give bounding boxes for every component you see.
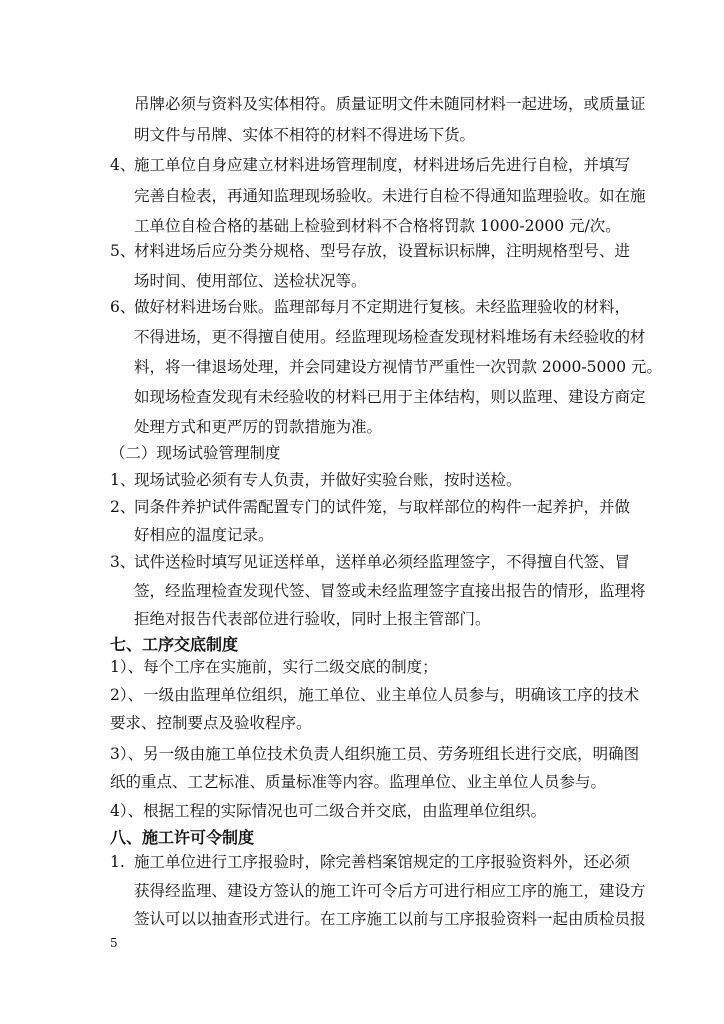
text-line [110, 771, 606, 793]
line-text: 施工单位自身应建立材料进场管理制度，材料进场后先进行自检，并填写 [134, 156, 631, 174]
line-text: 八、施工许可令制度 [110, 828, 255, 847]
line-text: 4）、根据工程的实际情况也可二级合并交底，由监理单位组织。 [110, 802, 547, 820]
text-line [134, 416, 382, 438]
text-line [110, 712, 312, 734]
item-number: 4、 [110, 156, 136, 174]
text-line [110, 296, 630, 318]
line-text: 试件送检时填写见证送样单，送样单必须经监理签字，不得擅自代签、冒 [134, 553, 631, 571]
line-text: 3）、另一级由施工单位技术负责人组织施工员、劳务班组长进行交底，明确图 [110, 745, 640, 763]
section-heading [110, 827, 254, 849]
text-line [134, 880, 646, 902]
line-text: 如现场检查发现有未经验收的材料已用于主体结构，则以监理、建设方商定 [134, 388, 646, 406]
line-text: 要求、控制要点及验收程序。 [110, 714, 312, 732]
text-line [110, 154, 630, 176]
item-number: 6、 [110, 298, 136, 316]
line-text: 完善自检表，再通知监理现场验收。未进行自检不得通知监理验收。如在施 [134, 187, 646, 205]
text-line [110, 240, 630, 262]
text-line [134, 326, 646, 348]
line-text: （二）现场试验管理制度 [110, 444, 281, 462]
text-line [110, 469, 522, 491]
text-line [134, 608, 491, 630]
line-text: 同条件养护试件需配置专门的试件笼，与取样部位的构件一起养护，并做 [134, 498, 631, 516]
line-text: 签，经监理检查发现代签、冒签或未经监理签字直接出报告的情形，监理将 [134, 582, 646, 600]
text-line [110, 496, 630, 518]
text-line [110, 442, 281, 464]
text-line [134, 386, 646, 408]
text-line [110, 800, 546, 822]
text-line [110, 851, 630, 873]
line-text: 签认可以以抽查形式进行。在工序施工以前与工序报验资料一起由质检员报 [134, 910, 646, 928]
text-line [110, 551, 630, 573]
text-line [110, 743, 639, 765]
line-text: 不得进场，更不得擅自使用。经监理现场检查发现材料堆场有未经验收的材 [134, 328, 646, 346]
text-line [110, 684, 639, 706]
text-line [134, 185, 646, 207]
line-text: 施工单位进行工序报验时，除完善档案馆规定的工序报验资料外，还必须 [134, 853, 631, 871]
text-line [134, 124, 475, 146]
item-number: 1. [110, 853, 125, 871]
line-text: 2）、一级由监理单位组织，施工单位、业主单位人员参与，明确该工序的技术 [110, 686, 640, 704]
line-text: 场时间、使用部位、送检状况等。 [134, 272, 367, 290]
item-number: 1、 [110, 471, 136, 489]
line-text: 材料进场后应分类分规格、型号存放，设置标识标牌，注明规格型号、进 [134, 242, 631, 260]
text-line [134, 524, 274, 546]
text-line [134, 580, 646, 602]
line-text: 工单位自检合格的基础上检验到材料不合格将罚款 1000-2000 元/次。 [134, 217, 621, 235]
line-text: 做好材料进场台账。监理部每月不定期进行复核。未经监理验收的材料， [134, 298, 631, 316]
line-text: 1）、每个工序在实施前，实行二级交底的制度； [110, 658, 438, 676]
line-text: 拒绝对报告代表部位进行验收，同时上报主管部门。 [134, 610, 491, 628]
line-text: 纸的重点、工艺标准、质量标准等内容。监理单位、业主单位人员参与。 [110, 773, 607, 791]
line-text: 处理方式和更严厉的罚款措施为准。 [134, 418, 383, 436]
text-line [134, 356, 662, 378]
text-line [134, 93, 646, 115]
line-text: 明文件与吊牌、实体不相符的材料不得进场下货。 [134, 126, 476, 144]
line-text: 好相应的温度记录。 [134, 526, 274, 544]
section-heading [110, 634, 238, 656]
line-text: 现场试验必须有专人负责，并做好实验台账，按时送检。 [134, 471, 522, 489]
line-text: 料，将一律退场处理，并会同建设方视情节严重性一次罚款 2000-5000 元。 [134, 358, 662, 376]
line-text: 获得经监理、建设方签认的施工许可令后方可进行相应工序的施工，建设方 [134, 882, 646, 900]
text-line [110, 656, 438, 678]
line-text: 吊牌必须与资料及实体相符。质量证明文件未随同材料一起进场，或质量证 [134, 95, 646, 113]
text-line [134, 908, 646, 930]
text-line [134, 215, 621, 237]
item-number: 3、 [110, 553, 136, 571]
line-text: 七、工序交底制度 [110, 635, 239, 654]
item-number: 2、 [110, 498, 136, 516]
text-line [134, 270, 367, 292]
item-number: 5、 [110, 242, 136, 260]
page-number: 5 [110, 936, 118, 950]
